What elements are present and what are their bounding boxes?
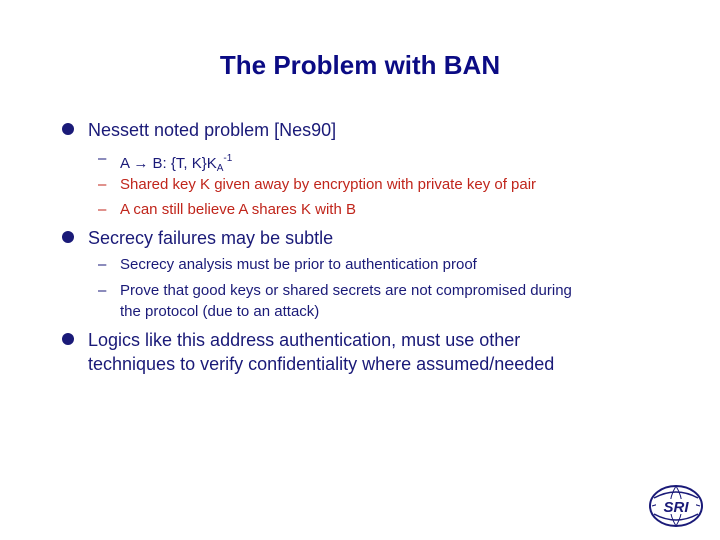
dash-icon: – [98,176,107,193]
bullet-1 [88,118,336,142]
sub-bullet-2-1 [98,254,477,275]
bullet-dot-icon [62,333,74,345]
bullet-3-line-2: techniques to verify confidentiality where assumed/needed [88,354,555,374]
sub-bullet-1-3 [98,199,356,220]
logo-text: SRI [663,499,689,516]
bullet-3 [88,328,554,376]
formula: A → B: {T, $K\}K_A^{-1}$ [120,153,233,174]
dash-icon: – [98,201,107,218]
dash-icon: – [98,256,107,273]
sub-bullet-text: Secrecy analysis must be prior to authentication proof [120,256,477,273]
sri-logo-icon [648,484,704,528]
sub-bullet-line-1: Prove that good keys or shared secrets are not compromised during [120,282,572,299]
dash-icon: – [98,150,107,167]
arrow-icon: → [133,155,149,172]
bullet-2-text: Secrecy failures may be subtle [88,228,334,248]
bullet-2 [88,226,333,250]
sub-bullet-line-2: the protocol (due to an attack) [120,303,320,320]
bullet-3-line-1: Logics like this address authentication, must use other [88,330,521,350]
sub-bullet-1-2 [98,174,537,195]
dash-icon: – [98,282,107,299]
sub-bullet-text: A can still believe A shares K with B [120,201,356,218]
sub-bullet-text: Shared key K given away by encryption with private key of pair [120,176,537,193]
bullet-1-text: Nessett noted problem [Nes90] [88,120,337,140]
bullet-dot-icon [62,231,74,243]
bullet-dot-icon [62,123,74,135]
slide-title: The Problem with BAN [219,50,501,80]
sub-bullet-2-2 [98,280,572,322]
